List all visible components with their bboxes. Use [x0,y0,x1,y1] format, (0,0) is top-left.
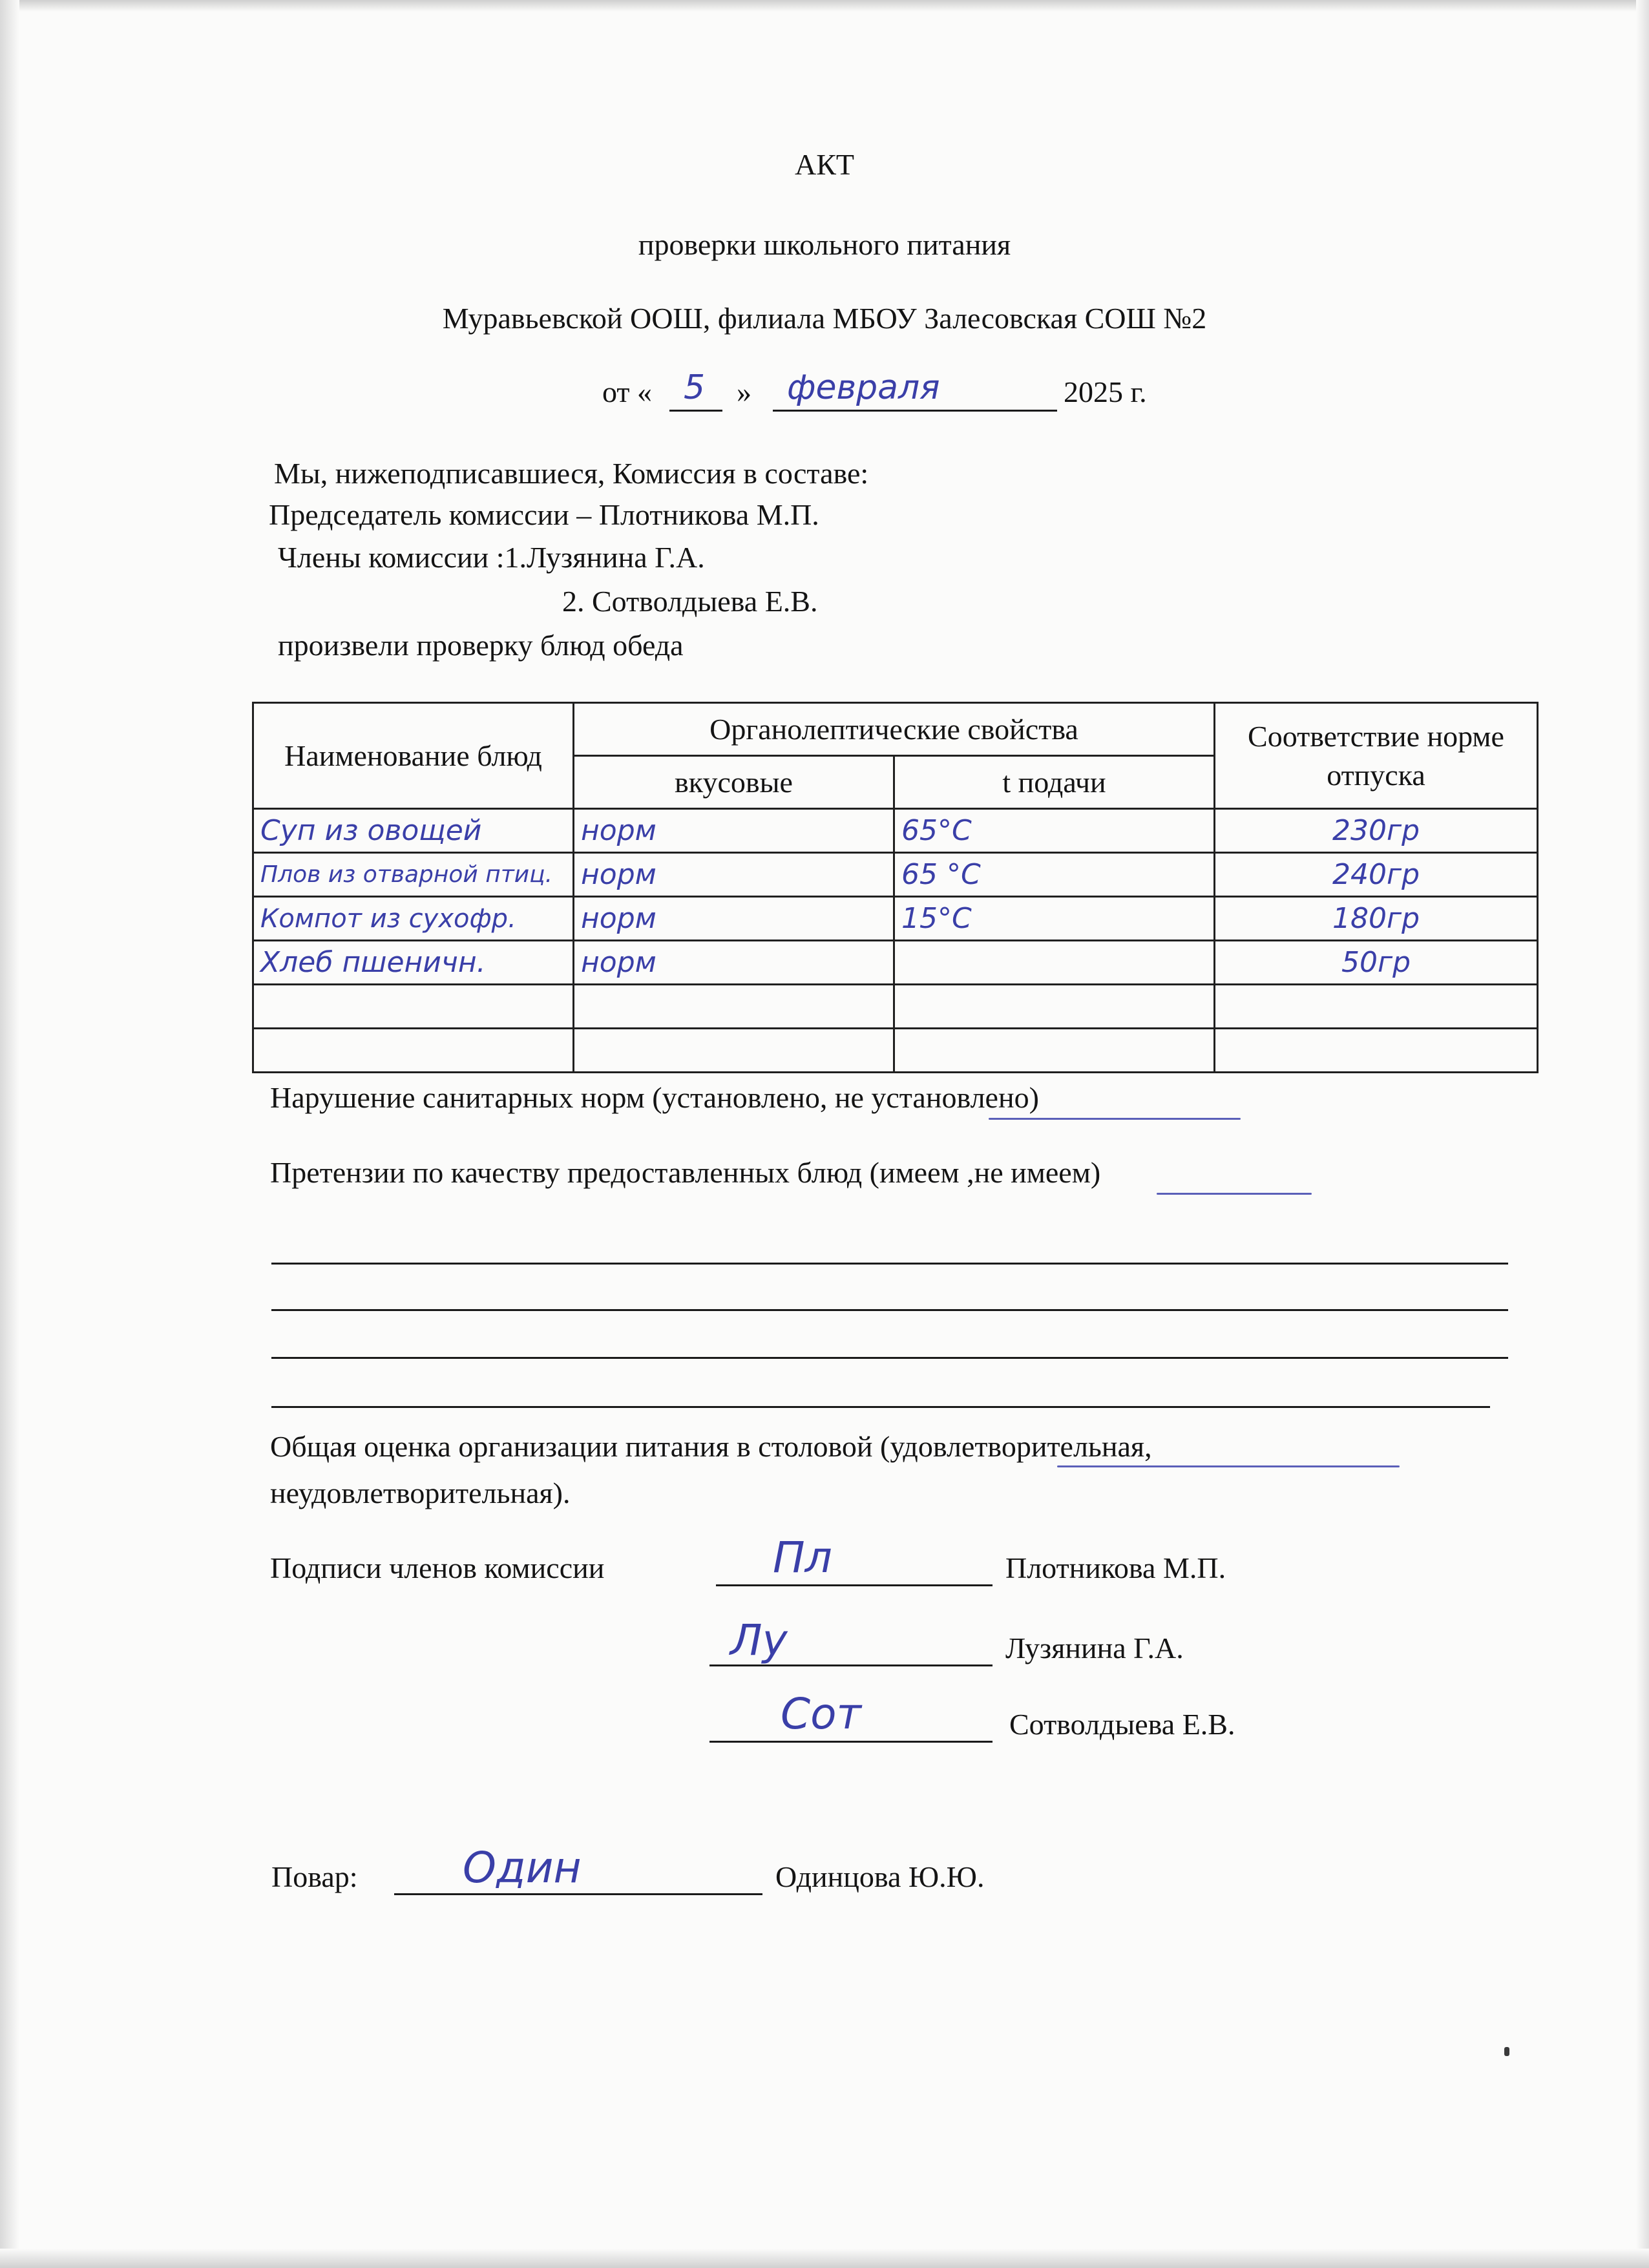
cell-norm: 240гр [1215,853,1538,897]
dishes-table [252,702,1539,1073]
commission-intro: Мы, нижеподписавшиеся, Комиссия в составе: [274,457,869,490]
cell-norm [1215,1029,1538,1073]
cell-dish: Суп из овощей [253,809,574,853]
cell-dish: Компот из сухофр. [253,897,574,941]
cook-label: Повар: [271,1860,358,1893]
signature-3: Сот [781,1689,861,1739]
cell-temp [894,1029,1215,1073]
cook-signature-line [394,1893,762,1895]
document-subtitle: проверки школьного питания [638,228,1011,261]
blank-line-3 [271,1357,1508,1359]
cell-temp: 65°С [894,809,1215,853]
assessment-line-2: неудовлетворительная). [270,1476,571,1509]
blank-line-4 [271,1406,1490,1408]
table-row [253,1029,1538,1073]
cell-temp [894,941,1215,985]
table-row [253,809,1538,853]
member-name-3: Сотволдыева Е.В. [1009,1708,1235,1741]
header-organoleptic: Органолептические свойства [574,703,1215,756]
violations-mark [989,1118,1241,1120]
scan-edge-right [1636,0,1649,2268]
cell-taste [574,985,894,1029]
table-row [253,941,1538,985]
cell-temp [894,985,1215,1029]
signatures-label: Подписи членов комиссии [270,1551,605,1584]
cell-taste [574,1029,894,1073]
cell-dish: Плов из отварной птиц. [253,853,574,897]
signature-line-1 [716,1584,993,1586]
member-name-1: Плотникова М.П. [1005,1551,1226,1584]
date-month: февраля [787,368,940,407]
cell-temp: 65 °С [894,853,1215,897]
date-year: 2025 г. [1064,375,1147,408]
member-name-2: Лузянина Г.А. [1005,1632,1184,1664]
date-day: 5 [684,368,706,407]
table-row [253,897,1538,941]
cell-temp: 15°С [894,897,1215,941]
header-norm: Соответствие норме отпуска [1215,703,1538,809]
header-taste: вкусовые [574,756,894,809]
claims-line: Претензии по качеству предоставленных блюд (имеем ,не имеем) [270,1156,1101,1189]
cell-dish [253,985,574,1029]
cell-taste: норм [574,853,894,897]
scan-edge-bottom [0,2249,1649,2268]
organization-name: Муравьевской ООШ, филиала МБОУ Залесовская СОШ №2 [442,302,1207,335]
cook-name: Одинцова Ю.Ю. [775,1860,985,1893]
cell-norm [1215,985,1538,1029]
commission-chair: Председатель комиссии – Плотникова М.П. [269,498,819,531]
signature-1: Пл [773,1533,832,1582]
cook-signature: Один [463,1843,582,1893]
date-month-underline [773,410,1057,412]
table-row [253,985,1538,1029]
date-prefix: от « [602,375,652,408]
commission-members-1: Члены комиссии :1.Лузянина Г.А. [278,541,705,574]
cell-taste: норм [574,809,894,853]
date-mid: » [737,375,751,408]
cell-taste: норм [574,941,894,985]
blank-line-1 [271,1263,1508,1265]
commission-action: произвели проверку блюд обеда [278,629,684,662]
blank-line-2 [271,1309,1508,1311]
ink-mark [1504,2047,1509,2056]
scan-edge-top [0,0,1649,12]
header-temp: t подачи [894,756,1215,809]
commission-members-2: 2. Сотволдыева Е.В. [562,585,818,618]
scan-edge-left [0,0,19,2268]
cell-dish [253,1029,574,1073]
cell-norm: 230гр [1215,809,1538,853]
table-row [253,853,1538,897]
cell-norm: 50гр [1215,941,1538,985]
signature-2: Лу [730,1615,788,1665]
signature-line-3 [709,1741,993,1743]
cell-norm: 180гр [1215,897,1538,941]
document-title: АКТ [795,148,854,181]
claims-mark [1157,1193,1312,1195]
cell-taste: норм [574,897,894,941]
date-day-underline [669,410,722,412]
violations-line: Нарушение санитарных норм (установлено, не установлено) [270,1081,1039,1114]
assessment-line-1: Общая оценка организации питания в столовой (удовлетворительная, [270,1430,1152,1463]
header-dish: Наименование блюд [253,703,574,809]
assessment-mark [1057,1465,1400,1467]
cell-dish: Хлеб пшеничн. [253,941,574,985]
